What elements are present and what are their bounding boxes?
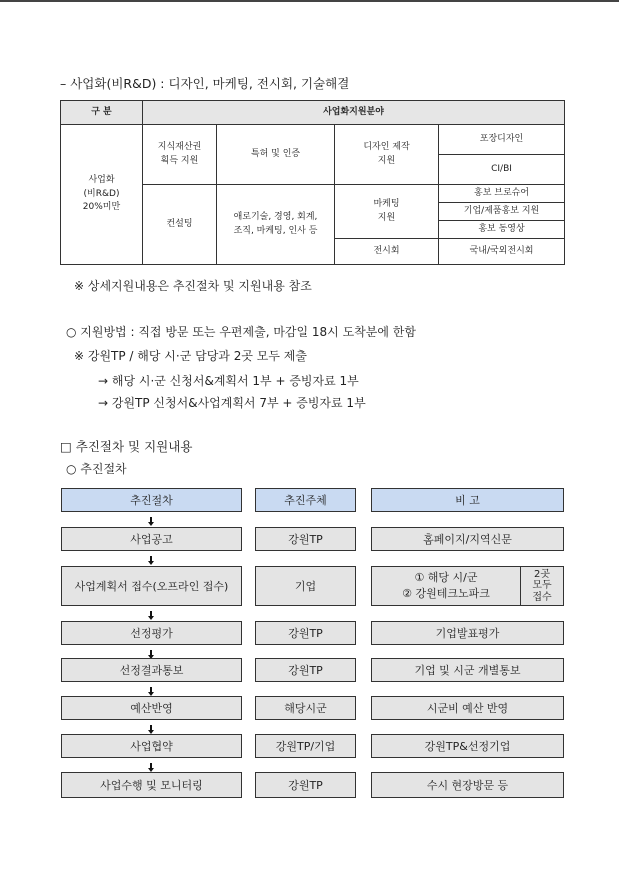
- support-table: [60, 100, 565, 265]
- flow-note-7: 수시 현장방문 등: [371, 772, 564, 798]
- flow-actor-7: 강원TP: [255, 772, 356, 798]
- consult-cell: 컨설팅: [143, 185, 217, 265]
- top-rule: [0, 0, 619, 2]
- method-line-2: ※ 강원TP / 해당 시·군 담당과 2곳 모두 제출: [74, 349, 307, 363]
- brochure-cell: 홍보 브로슈어: [439, 185, 565, 203]
- sub-title: ○ 추진절차: [66, 462, 127, 476]
- flow-actor-4: 강원TP: [255, 658, 356, 682]
- flow-header-note: 비 고: [371, 488, 564, 512]
- flow-step-1: 사업공고: [61, 527, 242, 551]
- arrow-down-icon: [148, 616, 154, 620]
- flow-step-7: 사업수행 및 모니터링: [61, 772, 242, 798]
- submit-both-note: 2곳 모두 접수: [520, 567, 563, 605]
- flow-note-5: 시군비 예산 반영: [371, 696, 564, 720]
- marketing-cell: 마케팅 지원: [335, 185, 439, 239]
- flow-step-5: 예산반영: [61, 696, 242, 720]
- header-field: 사업화지원분야: [143, 101, 565, 125]
- arrow-down-icon: [148, 561, 154, 565]
- ip-cell: 지식재산권 획득 지원: [143, 125, 217, 185]
- flow-actor-2: 기업: [255, 566, 356, 606]
- flow-step-6: 사업협약: [61, 734, 242, 758]
- method-line-3: → 해당 시·군 신청서&계획서 1부 + 증빙자료 1부: [98, 374, 359, 388]
- flow-note-2: [371, 566, 564, 606]
- promo-video-cell: 홍보 동영상: [439, 221, 565, 239]
- flow-actor-6: 강원TP/기업: [255, 734, 356, 758]
- flow-actor-5: 해당시군: [255, 696, 356, 720]
- header-category: 구 분: [61, 101, 143, 125]
- flow-header-actor: 추진주체: [255, 488, 356, 512]
- consult-desc-cell: 애로기술, 경영, 회계, 조직, 마케팅, 인사 등: [217, 185, 335, 265]
- design-cell: 디자인 제작 지원: [335, 125, 439, 185]
- ci-bi-cell: CI/BI: [439, 155, 565, 185]
- exhibition-desc-cell: 국내/국외전시회: [439, 239, 565, 265]
- section-title: □ 추진절차 및 지원내용: [60, 439, 193, 454]
- flow-note-1: 홈페이지/지역신문: [371, 527, 564, 551]
- company-promo-cell: 기업/제품홍보 지원: [439, 203, 565, 221]
- flow-actor-3: 강원TP: [255, 621, 356, 645]
- flow-note-4: 기업 및 시군 개별통보: [371, 658, 564, 682]
- submit-target-2: ② 강원테크노파크: [402, 587, 490, 600]
- flow-step-2: 사업계획서 접수(오프라인 접수): [61, 566, 242, 606]
- detail-note: ※ 상세지원내용은 추진절차 및 지원내용 참조: [74, 279, 312, 293]
- exhibition-cell: 전시회: [335, 239, 439, 265]
- flow-step-4: 선정결과통보: [61, 658, 242, 682]
- flow-step-3: 선정평가: [61, 621, 242, 645]
- arrow-down-icon: [148, 522, 154, 526]
- patent-cell: 특허 및 인증: [217, 125, 335, 185]
- flow-actor-1: 강원TP: [255, 527, 356, 551]
- flow-header-step: 추진절차: [61, 488, 242, 512]
- flow-note-6: 강원TP&선정기업: [371, 734, 564, 758]
- submit-target-1: ① 해당 시/군: [414, 571, 478, 585]
- category-cell: 사업화 (비R&D) 20%미만: [61, 125, 143, 265]
- pkg-design-cell: 포장디자인: [439, 125, 565, 155]
- intro-line: – 사업화(비R&D) : 디자인, 마케팅, 전시회, 기술해결: [60, 76, 350, 91]
- flow-note-3: 기업발표평가: [371, 621, 564, 645]
- method-line-1: ○ 지원방법 : 직접 방문 또는 우편제출, 마감일 18시 도착분에 한함: [66, 325, 416, 339]
- method-line-4: → 강원TP 신청서&사업계획서 7부 + 증빙자료 1부: [98, 396, 366, 410]
